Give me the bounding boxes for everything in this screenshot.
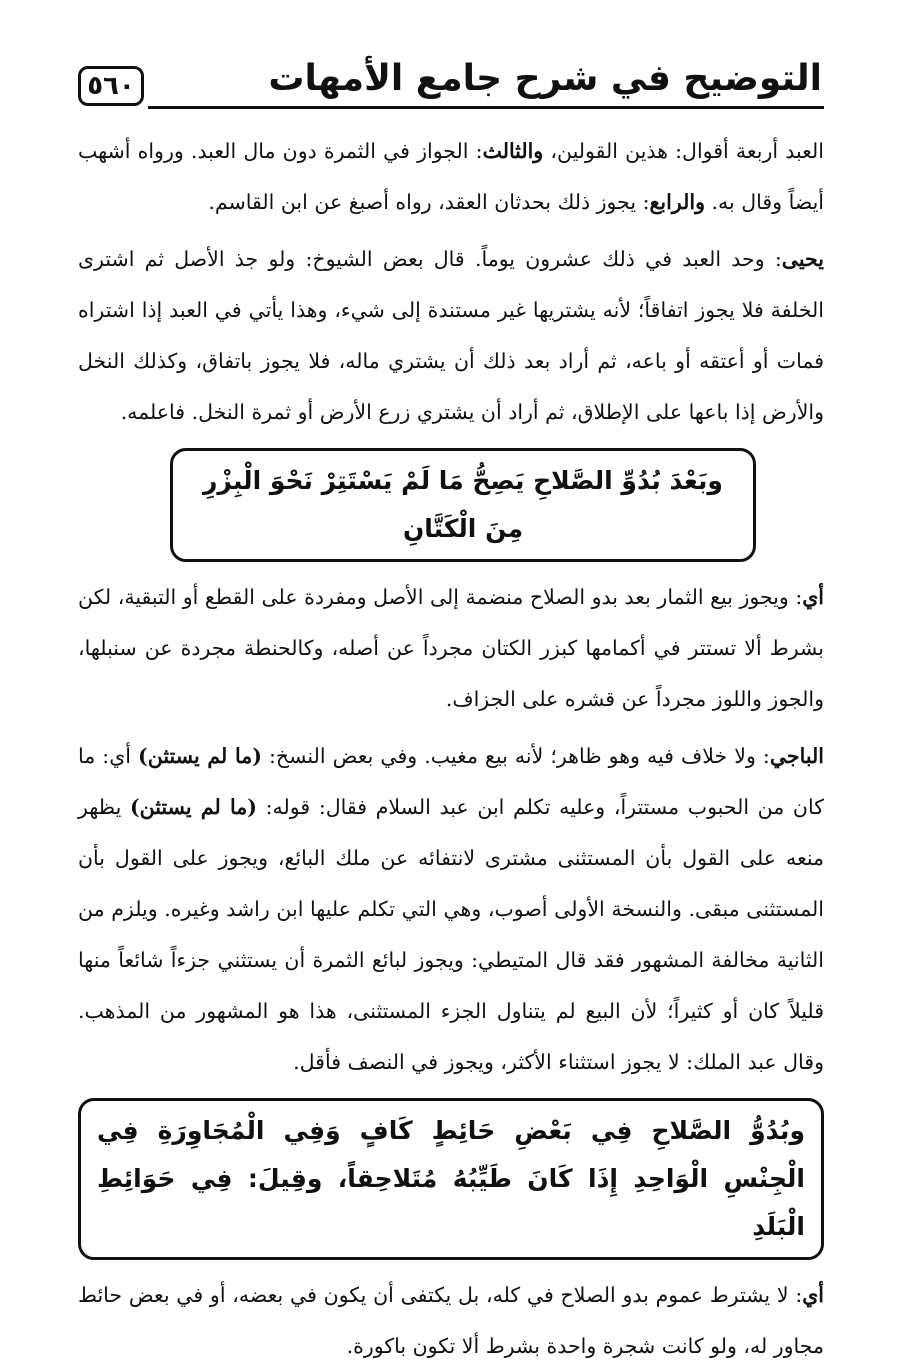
page-body — [78, 126, 824, 1372]
paragraph-2 — [78, 234, 824, 438]
text-span: العبد أربعة أقوال: هذين القولين، — [543, 139, 825, 163]
text-span: يظهر منعه على القول بأن المستثنى مشترى لانتفائه عن ملك البائع، ويجوز على القول بأن المستثنى مبقى. والنسخة الأولى أصوب، وهي التي تكلم عليها ابن راشد وغيره. ويلزم من الثانية مخالفة المشهور فقد قال المتيطي: ويجوز لبائع الثمرة أن يستثني جزءاً شائعاً منها قليلاً كان أو كثيراً؛ لأن البيع لم يتناول الجزء المستثنى، هذا هو المشهور من المذهب. وقال عبد الملك: لا يجوز استثناء الأكثر، ويجوز في النصف فأقل. — [78, 795, 824, 1074]
page-header — [78, 56, 824, 116]
paragraph-4 — [78, 731, 824, 1088]
paragraph-text: : وحد العبد في ذلك عشرون يوماً. قال بعض الشيوخ: ولو جذ الأصل ثم اشترى الخلفة فلا يجوز اتفاقاً؛ لأنه يشتريها غير مستندة إلى شيء، وهذا يأتي في العبد إذا اشتراه فمات أو أعتقه أو باعه، ثم أراد بعد ذلك أن يشتري ماله، فلا يجوز باتفاق، وكذلك النخل والأرض إذا باعها على الإطلاق، ثم أراد أن يشتري زرع الأرض أو ثمرة النخل. فاعلمه. — [78, 247, 824, 424]
paragraph-lead: الباجي — [769, 744, 824, 768]
term-fourth: والرابع — [649, 190, 705, 214]
text-span: : يجوز ذلك بحدثان العقد، رواه أصبغ عن ابن القاسم. — [208, 190, 650, 214]
matn-verse-box: وبُدُوُّ الصَّلاحِ فِي بَعْضِ حَائِطٍ كَافٍ وَفِي الْمُجَاوِرَةِ فِي الْجِنْسِ الْوَاحِدِ إِذَا كَانَ طَيِّبُهُ مُتَلاحِقاً، وقِيلَ: فِي حَوَائِطِ الْبَلَدِ — [78, 1098, 824, 1260]
quoted-matn: (ما لم يستثن) — [138, 744, 262, 768]
text-span: أي: ما كان من الحبوب مستتراً، وعليه تكلم ابن عبد السلام فقال: قوله: — [78, 744, 824, 819]
header-rule — [148, 106, 824, 109]
paragraph-lead: أي — [802, 585, 824, 609]
paragraph-5 — [78, 1270, 824, 1372]
paragraph-text: : لا يشترط عموم بدو الصلاح في كله، بل يكتفى أن يكون في بعضه، أو في بعض حائط مجاور له، ولو كانت شجرة واحدة بشرط ألا تكون باكورة. — [78, 1283, 824, 1358]
book-title: التوضيح في شرح جامع الأمهات — [268, 58, 822, 99]
paragraph-3 — [78, 572, 824, 725]
matn-verse-box: وبَعْدَ بُدُوِّ الصَّلاحِ يَصِحُّ مَا لَمْ يَسْتَتِرْ نَحْوَ الْبِزْرِ مِنَ الْكَتَّانِ — [170, 448, 756, 562]
paragraph-text: : ويجوز بيع الثمار بعد بدو الصلاح منضمة إلى الأصل ومفردة على القطع أو التبقية، لكن بشرط ألا تستتر في أكمامها كبزر الكتان مجرداً عن أصله، وكالحنطة مجردة عن سنبلها، والجوز واللوز مجرداً عن قشره على الجزاف. — [78, 585, 824, 711]
text-span: : الجواز في الثمرة دون مال العبد. ورواه أشهب أيضاً وقال به. — [78, 139, 824, 214]
paragraph-1 — [78, 126, 824, 228]
text-span: : ولا خلاف فيه وهو ظاهر؛ لأنه بيع مغيب. وفي بعض النسخ: — [261, 744, 770, 768]
quoted-matn: (ما لم يستثن) — [129, 795, 257, 819]
paragraph-lead: يحيى — [781, 247, 824, 271]
term-third: والثالث — [482, 139, 544, 163]
page-number: ٥٦٠ — [78, 66, 144, 106]
paragraph-lead: أي — [802, 1283, 824, 1307]
